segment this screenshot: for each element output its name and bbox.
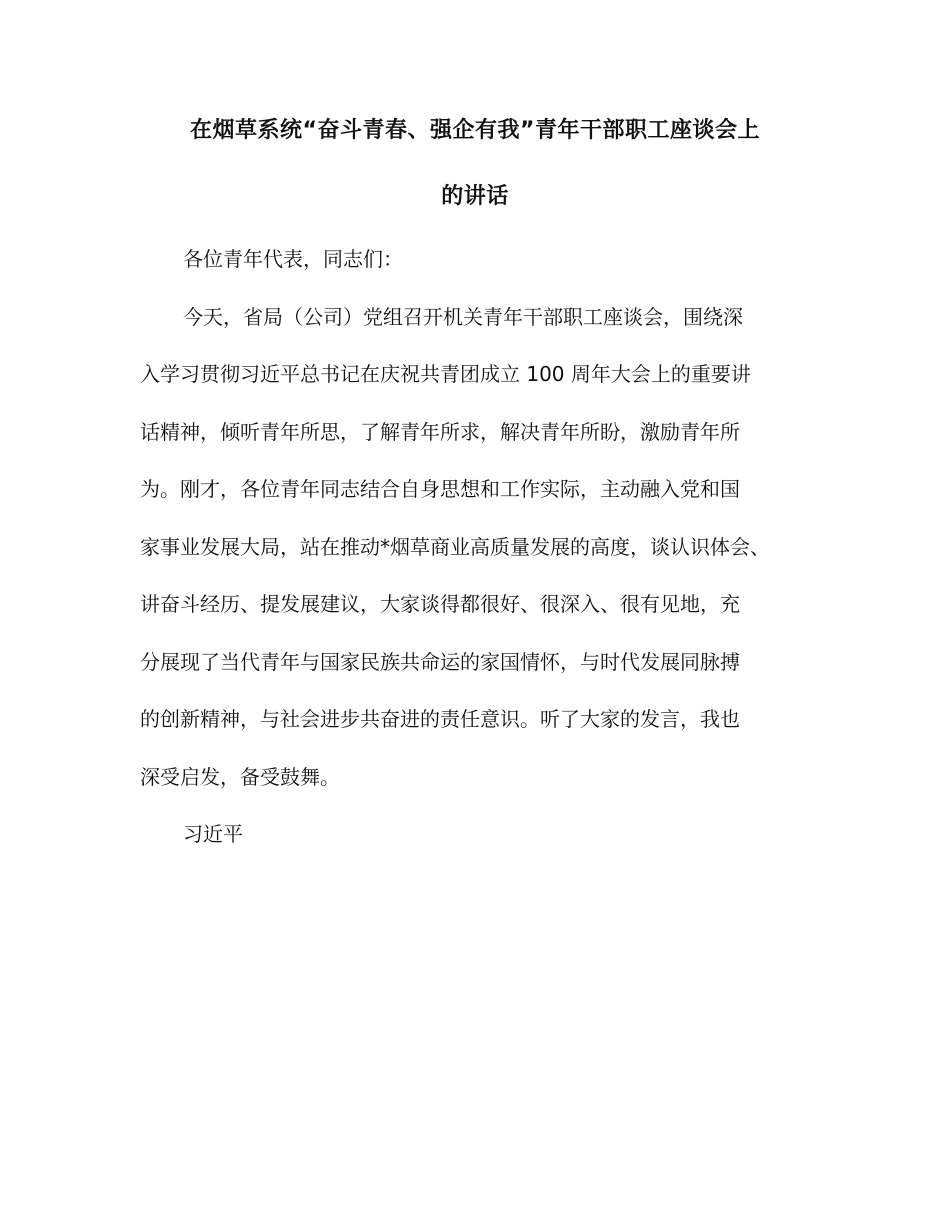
body-line: 为。刚才，各位青年同志结合自身思想和工作实际，主动融入党和国 xyxy=(140,477,740,501)
salutation: 各位青年代表，同志们： xyxy=(183,247,403,271)
body-line: 入学习贯彻习近平总书记在庆祝共青团成立 100 周年大会上的重要讲 xyxy=(140,362,751,386)
body-line: 家事业发展大局，站在推动*烟草商业高质量发展的高度，谈认识体会、 xyxy=(140,535,770,559)
body-line: 话精神，倾听青年所思，了解青年所求，解决青年所盼，激励青年所 xyxy=(140,420,740,444)
closing-signature: 习近平 xyxy=(183,822,243,846)
document-title-line-1: 在烟草系统“奋斗青春、强企有我”青年干部职工座谈会上 xyxy=(190,118,760,143)
body-line: 讲奋斗经历、提发展建议，大家谈得都很好、很深入、很有见地，充 xyxy=(140,592,740,616)
body-line: 深受启发，备受鼓舞。 xyxy=(140,765,340,789)
body-line: 的创新精神，与社会进步共奋进的责任意识。听了大家的发言，我也 xyxy=(140,707,740,731)
document-title-line-2: 的讲话 xyxy=(441,184,509,209)
body-line: 今天，省局（公司）党组召开机关青年干部职工座谈会，围绕深 xyxy=(183,305,743,329)
body-line: 分展现了当代青年与国家民族共命运的家国情怀，与时代发展同脉搏 xyxy=(140,650,740,674)
